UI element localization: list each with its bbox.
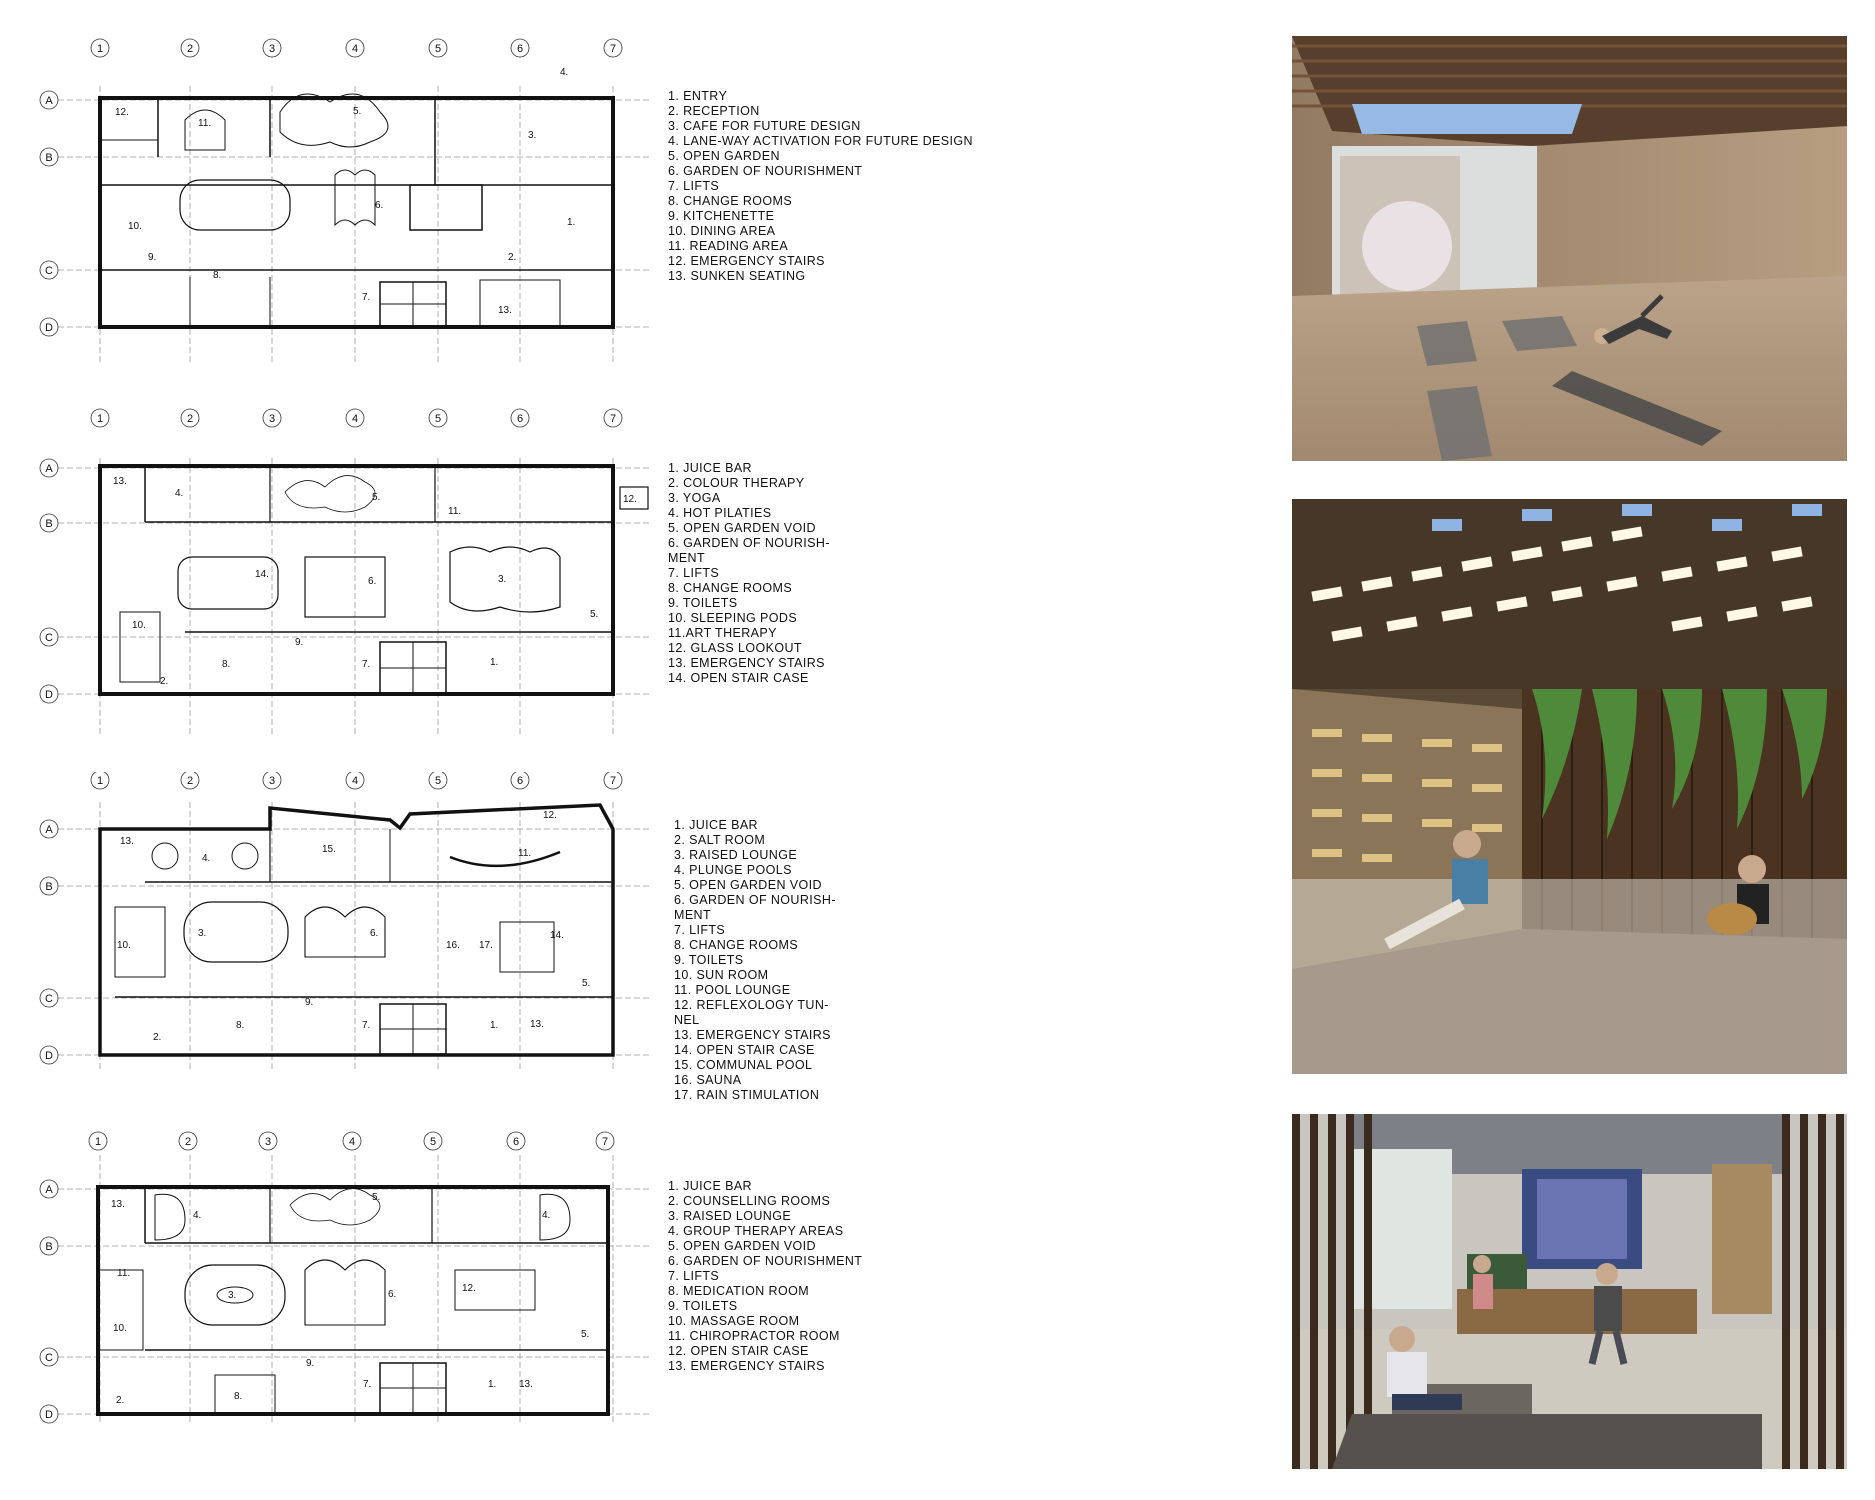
legend-item: 9. TOILETS [674, 953, 744, 967]
legend-item: 12. OPEN STAIR CASE [668, 1344, 809, 1358]
legend-item: 8. CHANGE ROOMS [674, 938, 799, 952]
tag-10: 10. [128, 221, 142, 232]
legend-item: 13. EMERGENCY STAIRS [674, 1028, 831, 1042]
tag-4a: 4. [193, 1210, 202, 1221]
yoga-studio-render [1292, 36, 1847, 461]
tag-6: 6. [375, 200, 384, 211]
building-outline [100, 94, 613, 327]
legend-level-1 [668, 461, 830, 686]
room-tags [117, 810, 590, 1043]
legend-item: 10. SLEEPING PODS [668, 611, 798, 625]
legend-item: 4. PLUNGE POOLS [674, 863, 792, 877]
grid-col-2: 2 [186, 775, 194, 787]
grid-col-5: 5 [434, 413, 442, 425]
room-tags [111, 1192, 589, 1406]
grid-col-5: 5 [434, 43, 442, 55]
tag-6: 6. [388, 1289, 397, 1300]
tag-17: 17. [479, 940, 493, 951]
grid-col-5: 5 [434, 775, 442, 787]
tag-8: 8. [236, 1020, 245, 1031]
grid-row-a: A [45, 824, 53, 836]
tag-13b: 13. [530, 1019, 544, 1030]
legend-item: 11. CHIROPRACTOR ROOM [668, 1329, 840, 1343]
legend-item: 2. RECEPTION [668, 104, 760, 118]
legend-item: 6. GARDEN OF NOURISHMENT [668, 1254, 863, 1268]
grid-row-markers [40, 459, 58, 703]
grid-col-4: 4 [348, 1136, 356, 1148]
floor-plan-ground [0, 30, 700, 400]
legend-item: 15. COMMUNAL POOL [674, 1058, 813, 1072]
tag-12: 12. [543, 810, 557, 821]
legend-item: 1. JUICE BAR [668, 1179, 752, 1193]
legend-item: 13. EMERGENCY STAIRS [668, 656, 825, 670]
legend-item: 13. SUNKEN SEATING [668, 269, 806, 283]
floor-plan-level-2 [0, 772, 700, 1142]
legend-item: 17. RAIN STIMULATION [674, 1088, 820, 1102]
legend-item: 14. OPEN STAIR CASE [674, 1043, 815, 1057]
tag-11: 11. [448, 506, 462, 517]
legend-item: 1. ENTRY [668, 89, 728, 103]
tag-9: 9. [148, 252, 157, 263]
tag-16: 16. [446, 940, 460, 951]
legend-item: 1. JUICE BAR [674, 818, 758, 832]
legend-item: 6. GARDEN OF NOURISH- [668, 536, 830, 550]
legend-item: 6. GARDEN OF NOURISHMENT [668, 164, 863, 178]
grid-row-d: D [45, 322, 53, 334]
tag-8: 8. [222, 659, 231, 670]
grid-row-a: A [45, 95, 53, 107]
legend-item: 10. SUN ROOM [674, 968, 769, 982]
legend-item: 5. OPEN GARDEN [668, 149, 780, 163]
grid-col-1: 1 [96, 775, 104, 787]
grid-col-3: 3 [268, 43, 276, 55]
grid-col-7: 7 [609, 775, 617, 787]
legend-item: 7. LIFTS [668, 1269, 720, 1283]
tag-2: 2. [508, 252, 517, 263]
legend-item: 12. REFLEXOLOGY TUN- [674, 998, 829, 1012]
tag-4: 4. [202, 853, 211, 864]
tag-7: 7. [363, 1379, 372, 1390]
grid-col-1: 1 [96, 43, 104, 55]
legend-item: 3. RAISED LOUNGE [668, 1209, 792, 1223]
tag-5a: 5. [372, 492, 381, 503]
grid-column-markers [91, 409, 622, 427]
legend-item: 8. CHANGE ROOMS [668, 581, 793, 595]
tag-11: 11. [117, 1268, 131, 1279]
legend-item: 3. YOGA [668, 491, 721, 505]
grid-col-4: 4 [351, 43, 359, 55]
legend-item: 13. EMERGENCY STAIRS [668, 1359, 825, 1373]
legend-item: 3. CAFE FOR FUTURE DESIGN [668, 119, 861, 133]
tag-5: 5. [582, 978, 591, 989]
tag-3: 3. [498, 574, 507, 585]
legend-item: 2. COLOUR THERAPY [668, 476, 805, 490]
legend-item: 8. MEDICATION ROOM [668, 1284, 810, 1298]
tag-10: 10. [113, 1323, 127, 1334]
legend-ground [668, 89, 973, 284]
tag-7: 7. [362, 292, 371, 303]
grid-row-b: B [45, 881, 53, 893]
legend-item: 11. READING AREA [668, 239, 789, 253]
tag-1: 1. [567, 217, 576, 228]
tag-5b: 5. [581, 1329, 590, 1340]
legend-item: 5. OPEN GARDEN VOID [668, 1239, 816, 1253]
person-standing [1473, 1255, 1493, 1309]
legend-item: 1. JUICE BAR [668, 461, 752, 475]
legend-item: 11.ART THERAPY [668, 626, 777, 640]
legend-item: MENT [668, 551, 706, 565]
grid-col-7: 7 [609, 413, 617, 425]
grid-row-c: C [45, 993, 53, 1005]
tag-6: 6. [368, 576, 377, 587]
legend-item: 11. POOL LOUNGE [674, 983, 791, 997]
tag-11: 11. [518, 848, 532, 859]
tag-5: 5. [353, 106, 362, 117]
grid-col-4: 4 [351, 413, 359, 425]
legend-item: 5. OPEN GARDEN VOID [668, 521, 816, 535]
tag-12: 12. [115, 107, 129, 118]
legend-item: 7. LIFTS [668, 179, 720, 193]
grid-row-markers [40, 1180, 58, 1423]
legend-item: MENT [674, 908, 712, 922]
legend-item: 12. GLASS LOOKOUT [668, 641, 802, 655]
tag-8: 8. [234, 1391, 243, 1402]
grid-row-markers [40, 91, 58, 336]
grid-col-6: 6 [516, 775, 524, 787]
grid-row-b: B [45, 518, 53, 530]
grid-col-3: 3 [268, 413, 276, 425]
grid-col-7: 7 [609, 43, 617, 55]
grid-col-1: 1 [94, 1136, 102, 1148]
grid-col-6: 6 [516, 413, 524, 425]
grid-row-c: C [45, 265, 53, 277]
tag-11: 11. [198, 118, 212, 129]
tag-3: 3. [198, 928, 207, 939]
grid-col-1: 1 [96, 413, 104, 425]
tag-5b: 5. [590, 609, 599, 620]
grid-row-b: B [45, 152, 53, 164]
grid-row-a: A [45, 463, 53, 475]
grid-col-7: 7 [601, 1136, 609, 1148]
tag-14: 14. [255, 569, 269, 580]
legend-item: 4. HOT PILATIES [668, 506, 772, 520]
tag-3: 3. [528, 130, 537, 141]
floor-plan-level-1 [0, 402, 700, 772]
legend-item: 2. SALT ROOM [674, 833, 766, 847]
tag-5a: 5. [372, 1192, 381, 1203]
tag-13a: 13. [111, 1199, 125, 1210]
tag-9: 9. [305, 997, 314, 1008]
grid-column-markers [91, 39, 622, 57]
legend-item: 2. COUNSELLING ROOMS [668, 1194, 831, 1208]
tag-13a: 13. [120, 836, 134, 847]
legend-item: 3. RAISED LOUNGE [674, 848, 798, 862]
grid-col-6: 6 [516, 43, 524, 55]
building-outline [100, 805, 613, 1055]
legend-item: 10. MASSAGE ROOM [668, 1314, 800, 1328]
tag-1: 1. [488, 1379, 497, 1390]
legend-item: 6. GARDEN OF NOURISH- [674, 893, 836, 907]
room-tags [113, 476, 637, 687]
room-tags [115, 67, 575, 316]
grid-row-markers [40, 820, 58, 1064]
tag-13: 13. [498, 305, 512, 316]
legend-item: NEL [674, 1013, 700, 1027]
grid-row-a: A [45, 1184, 53, 1196]
grid-row-c: C [45, 1352, 53, 1364]
legend-item: 16. SAUNA [674, 1073, 742, 1087]
legend-item: 4. GROUP THERAPY AREAS [668, 1224, 844, 1238]
grid-row-d: D [45, 1050, 53, 1062]
grid-row-d: D [45, 689, 53, 701]
grid-lines [58, 86, 650, 365]
lobby-render [1292, 1114, 1847, 1469]
tag-14: 14. [550, 930, 564, 941]
grid-col-2: 2 [186, 413, 194, 425]
legend-item: 5. OPEN GARDEN VOID [674, 878, 822, 892]
legend-item: 8. CHANGE ROOMS [668, 194, 793, 208]
legend-item: 12. EMERGENCY STAIRS [668, 254, 825, 268]
tag-2: 2. [153, 1032, 162, 1043]
grid-col-2: 2 [184, 1136, 192, 1148]
grid-col-5: 5 [429, 1136, 437, 1148]
grid-column-markers [91, 772, 622, 789]
grid-col-4: 4 [351, 775, 359, 787]
grid-col-3: 3 [268, 775, 276, 787]
legend-item: 9. TOILETS [668, 1299, 738, 1313]
tag-2: 2. [116, 1395, 125, 1406]
grid-lines [58, 1155, 650, 1425]
tag-4b: 4. [542, 1210, 551, 1221]
tag-12: 12. [623, 494, 637, 505]
steps [1332, 1414, 1762, 1469]
tag-10: 10. [117, 940, 131, 951]
legend-item: 14. OPEN STAIR CASE [668, 671, 809, 685]
tag-1: 1. [490, 657, 499, 668]
tag-8: 8. [213, 270, 222, 281]
tag-9: 9. [306, 1358, 315, 1369]
legend-item: 4. LANE-WAY ACTIVATION FOR FUTURE DESIGN [668, 134, 973, 148]
tag-15: 15. [322, 844, 336, 855]
timber-panel [1712, 1164, 1772, 1314]
grid-row-b: B [45, 1241, 53, 1253]
tag-6: 6. [370, 928, 379, 939]
grid-col-2: 2 [186, 43, 194, 55]
grid-row-d: D [45, 1409, 53, 1421]
tag-12: 12. [462, 1283, 476, 1294]
tag-13b: 13. [519, 1379, 533, 1390]
tag-3: 3. [228, 1290, 237, 1301]
tag-2: 2. [160, 676, 169, 687]
legend-item: 7. LIFTS [674, 923, 726, 937]
tag-4: 4. [175, 488, 184, 499]
legend-item: 7. LIFTS [668, 566, 720, 580]
floor-plan-level-3 [0, 1125, 700, 1495]
grid-row-c: C [45, 632, 53, 644]
tag-4: 4. [560, 67, 569, 78]
legend-level-2 [674, 818, 836, 1103]
tag-9: 9. [295, 637, 304, 648]
perforated-ceiling [1292, 499, 1847, 689]
legend-item: 10. DINING AREA [668, 224, 776, 238]
tag-7: 7. [362, 659, 371, 670]
grid-column-markers [89, 1132, 614, 1150]
tag-7: 7. [362, 1020, 371, 1031]
tag-10: 10. [132, 620, 146, 631]
grid-col-6: 6 [512, 1136, 520, 1148]
legend-item: 9. KITCHENETTE [668, 209, 775, 223]
tag-13: 13. [113, 476, 127, 487]
grid-col-3: 3 [264, 1136, 272, 1148]
legend-level-3 [668, 1179, 862, 1374]
relaxation-lounge-render [1292, 499, 1847, 1074]
legend-item: 9. TOILETS [668, 596, 738, 610]
tag-1: 1. [490, 1020, 499, 1031]
